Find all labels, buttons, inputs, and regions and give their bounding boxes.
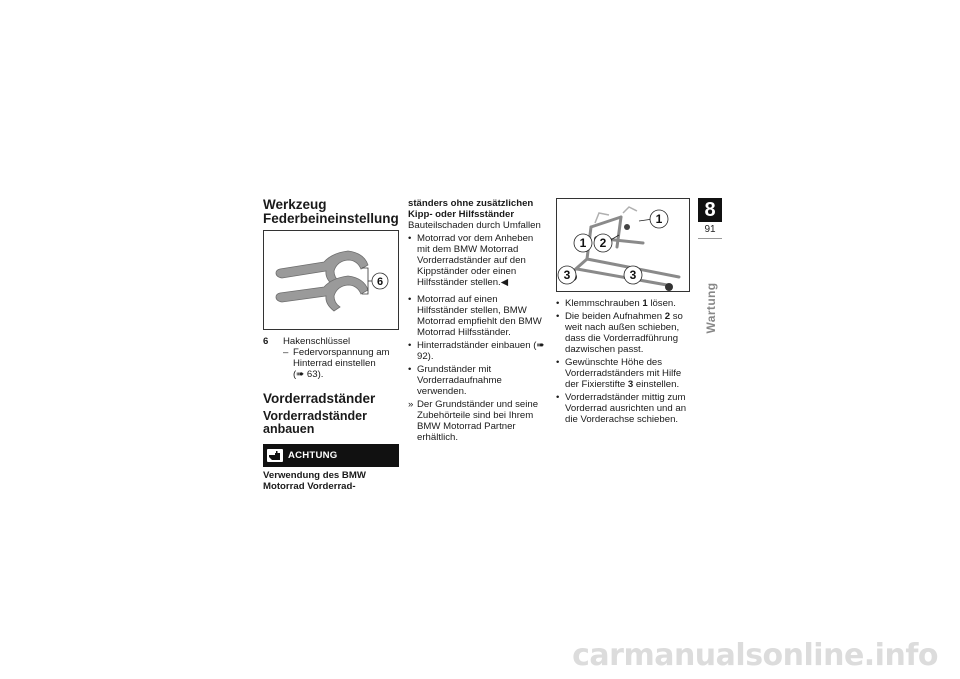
ref-number: 2 [664, 311, 671, 322]
bullet-marker: • [556, 392, 560, 403]
list-item [556, 311, 694, 355]
list-item-text: so weit nach außen schieben, dass die Vorderradführung dazwischen passt. [565, 311, 683, 355]
warning-box [263, 444, 399, 467]
list-item-text: Motorrad vor dem Anheben mit dem BMW Motorrad Vorderradständer auf den Kippständer oder einen Hilfsständer stellen.◀ [417, 233, 534, 288]
section-heading-tool: Werkzeug Federbeineinstellung [263, 197, 399, 226]
legend-item [283, 347, 399, 369]
list-item [408, 233, 546, 288]
bullet-marker: • [408, 340, 412, 351]
bullet-marker: • [408, 294, 412, 305]
list-item [556, 392, 694, 425]
column-left [263, 198, 399, 492]
callout-1-left: 1 [579, 236, 587, 250]
list-item-text: Vorderradständer mittig zum Vorderrad ausrichten und an die Vorderachse schieben. [565, 392, 687, 425]
bullet-marker: • [408, 364, 412, 375]
list-item-text: Klemmschrauben [565, 298, 643, 309]
bullet-marker: • [556, 298, 560, 309]
list-item [408, 399, 546, 443]
hook-wrench-figure [263, 230, 399, 330]
dash-marker: – [283, 347, 289, 358]
hook-wrench-icon [264, 231, 399, 330]
list-item-text: Motorrad auf einen Hilfsständer stellen, BMW Motorrad empfiehlt den BMW Motorrad Hilfsständer. [417, 294, 542, 338]
list-item-text: Grundständer mit Vorderradaufnahme verwenden. [417, 364, 502, 397]
ref-number: 1 [642, 298, 648, 309]
warning-text-end: ständers ohne zusätzlichen Kipp- oder Hilfsständer [408, 198, 534, 220]
front-stand-figure [556, 198, 690, 292]
ref-number: 3 [627, 379, 634, 390]
page-number: 91 [704, 224, 716, 235]
warning-text-start: Verwendung des BMW Motorrad Vorderrad- [263, 470, 366, 492]
bullet-marker: • [556, 357, 560, 368]
watermark: carmanualsonline.info [572, 638, 938, 673]
legend-item-text: Federvorspannung am Hinterrad einstellen [293, 347, 390, 369]
list-item-text: Der Grundständer und seine Zubehörteile sind bei Ihrem BMW Motorrad Partner erhältlich. [417, 399, 539, 443]
warning-label: ACHTUNG [288, 450, 338, 461]
bullet-marker: • [556, 311, 560, 322]
divider [698, 238, 722, 239]
chapter-number: 8 [698, 198, 722, 222]
callout-1-top: 1 [655, 212, 663, 226]
column-right [556, 198, 694, 425]
chapter-label-text: Wartung [704, 282, 718, 334]
warning-hand-icon [267, 449, 283, 462]
legend-ref: (➠ 63). [293, 369, 324, 380]
legend-title: Hakenschlüssel [283, 336, 351, 347]
list-item-text: lösen. [647, 298, 676, 309]
chapter-label [696, 268, 726, 348]
callout-6: 6 [376, 276, 384, 288]
subsection-heading: Vorderradständer anbauen [263, 409, 367, 436]
bullet-marker: • [408, 233, 412, 244]
list-item [408, 364, 546, 397]
legend-detail [283, 347, 399, 380]
figure-legend [263, 336, 399, 347]
motorcycle-stand-icon [557, 199, 690, 292]
list-item-text: Gewünschte Höhe des Vorderradständers mit Hilfe der Fixierstifte [565, 357, 682, 390]
section-heading-front-stand: Vorderradständer [263, 391, 376, 406]
list-item-text: Die beiden Aufnahmen [565, 311, 665, 322]
list-item-text: Hinterradständer einbauen (➠ 92). [417, 340, 545, 362]
callout-2: 2 [599, 236, 607, 250]
list-item [556, 298, 694, 309]
column-middle [408, 198, 546, 443]
list-item [556, 357, 694, 390]
callout-3-left: 3 [563, 268, 571, 282]
result-marker: » [408, 399, 414, 410]
instruction-list [408, 233, 546, 443]
callout-3-right: 3 [629, 268, 637, 282]
instruction-list-right [556, 298, 694, 425]
list-item-text: einstellen. [633, 379, 680, 390]
list-item [408, 340, 546, 362]
list-item [408, 294, 546, 338]
legend-number: 6 [263, 336, 269, 347]
warning-consequence: Bauteilschaden durch Umfallen [408, 220, 541, 231]
